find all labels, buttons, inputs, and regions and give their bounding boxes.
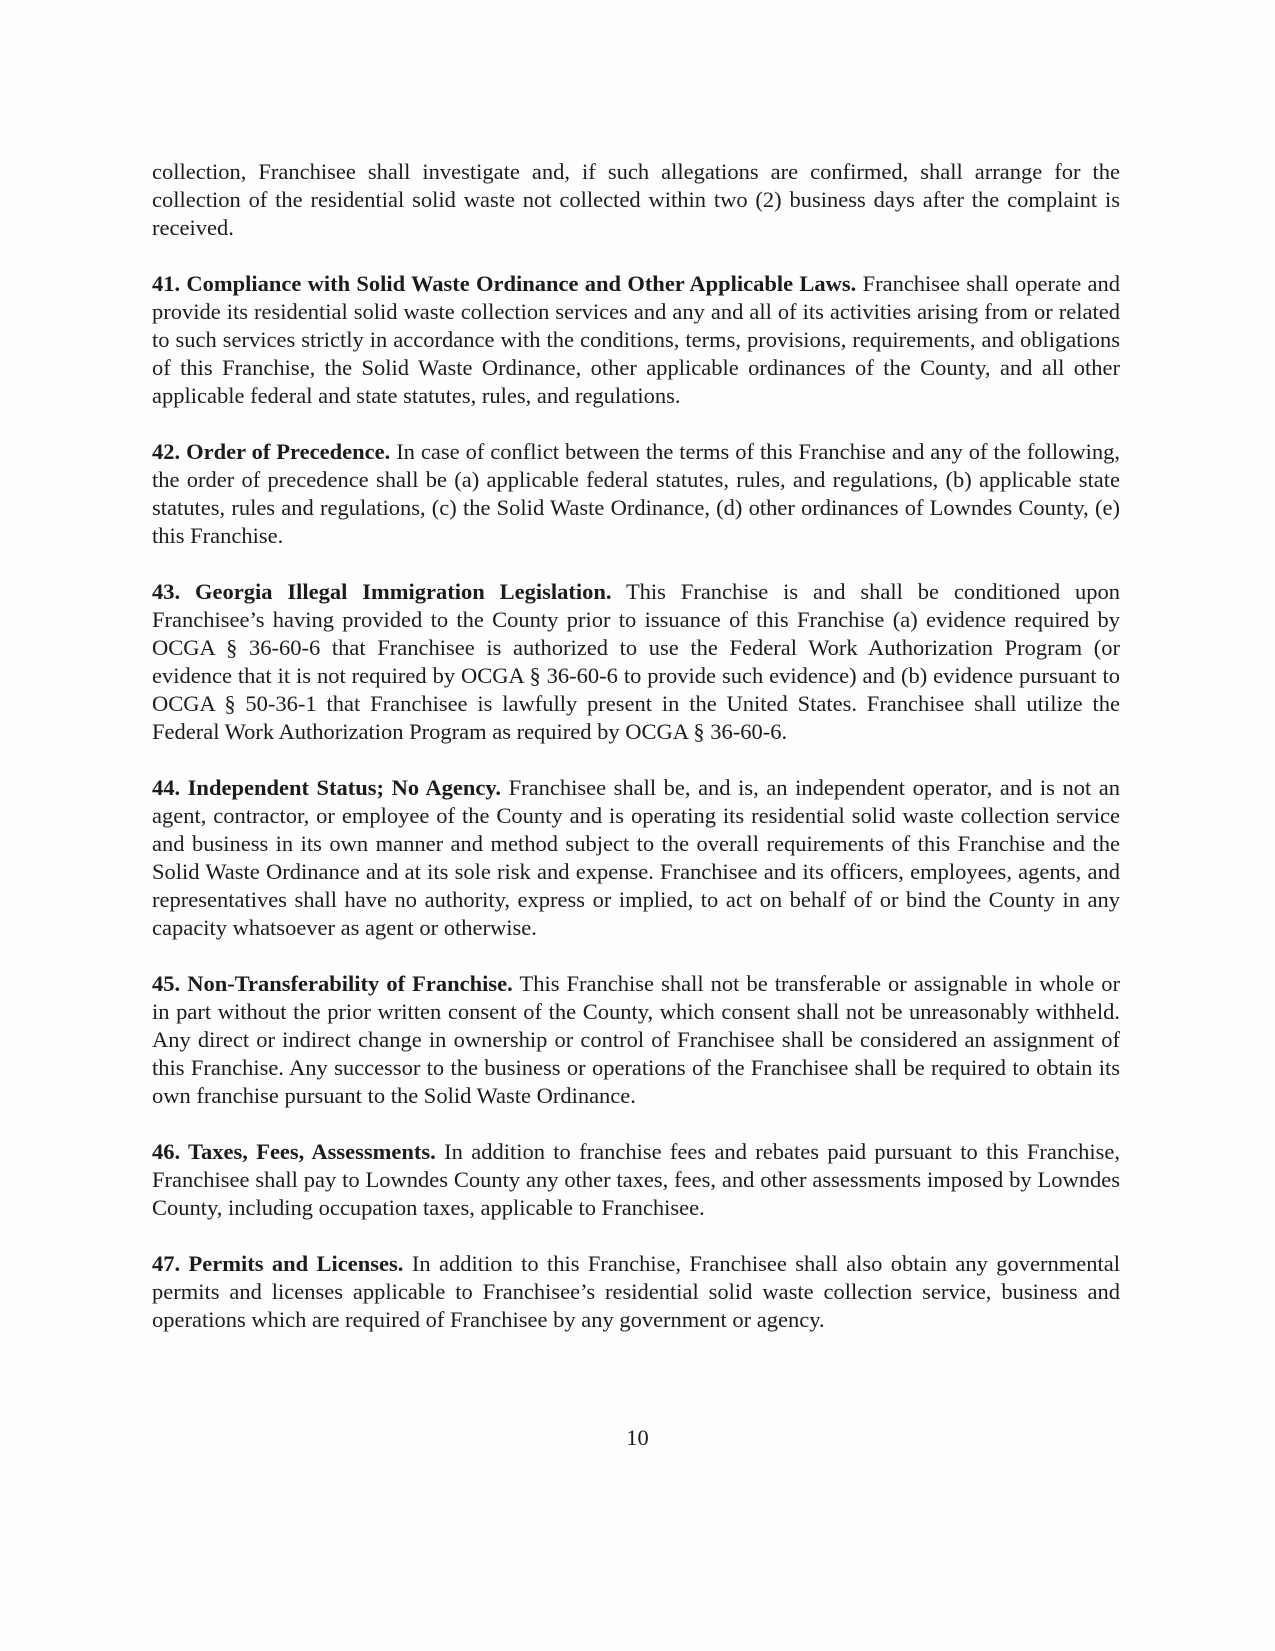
section-45-heading: 45. Non-Transferability of Franchise. [152, 971, 513, 996]
section-41-body: Franchisee shall operate and provide its residential solid waste collection services and any and all of its activities arising from or related to such services strictly in accordance with the conditions, terms, provisions, requirements, and obligations of this Franchise, the Solid Waste Ordinance, other applicable ordinances of the County, and all other applicable federal and state statutes, rules, and regulations. [152, 271, 1120, 408]
section-44 [152, 774, 1120, 942]
section-47 [152, 1250, 1120, 1334]
section-41 [152, 270, 1120, 410]
intro-paragraph: collection, Franchisee shall investigate and, if such allegations are confirmed, shall arrange for the collection of the residential solid waste not collected within two (2) business days after the complaint is received. [152, 159, 1120, 240]
section-46-body: In addition to franchise fees and rebates paid pursuant to this Franchise, Franchisee shall pay to Lowndes County any other taxes, fees, and other assessments imposed by Lowndes County, including occupation taxes, applicable to Franchisee. [152, 1139, 1121, 1220]
section-42-heading: 42. Order of Precedence. [152, 439, 391, 464]
section-46-heading: 46. Taxes, Fees, Assessments. [152, 1139, 436, 1164]
page-number: 10 [626, 1425, 649, 1450]
section-42-body: In case of conflict between the terms of this Franchise and any of the following, the order of precedence shall be (a) applicable federal statutes, rules, and regulations, (b) applicable state statutes, rules and regulations, (c) the Solid Waste Ordinance, (d) other ordinances of Lowndes County, (e) this Franchise. [152, 439, 1121, 548]
document-body [152, 158, 1120, 1362]
section-46 [152, 1138, 1120, 1222]
section-43 [152, 578, 1120, 746]
section-45 [152, 970, 1120, 1110]
section-42 [152, 438, 1120, 550]
section-44-body: Franchisee shall be, and is, an independent operator, and is not an agent, contractor, or employee of the County and is operating its residential solid waste collection service and business in its own manner and method subject to the overall requirements of this Franchise and the Solid Waste Ordinance and at its sole risk and expense. Franchisee and its officers, employees, agents, and representatives shall have no authority, express or implied, to act on behalf of or bind the County in any capacity whatsoever as agent or otherwise. [152, 775, 1120, 940]
section-43-heading: 43. Georgia Illegal Immigration Legislation. [152, 579, 612, 604]
section-43-body: This Franchise is and shall be conditioned upon Franchisee’s having provided to the County prior to issuance of this Franchise (a) evidence required by OCGA § 36-60-6 that Franchisee is authorized to use the Federal Work Authorization Program (or evidence that it is not required by OCGA § 36-60-6 to provide such evidence) and (b) evidence pursuant to OCGA § 50-36-1 that Franchisee is lawfully present in the United States. Franchisee shall utilize the Federal Work Authorization Program as required by OCGA § 36-60-6. [152, 579, 1120, 744]
section-45-body: This Franchise shall not be transferable or assignable in whole or in part without the prior written consent of the County, which consent shall not be unreasonably withheld. Any direct or indirect change in ownership or control of Franchisee shall be considered an assignment of this Franchise. Any successor to the business or operations of the Franchisee shall be required to obtain its own franchise pursuant to the Solid Waste Ordinance. [152, 971, 1121, 1108]
section-47-heading: 47. Permits and Licenses. [152, 1251, 404, 1276]
section-44-heading: 44. Independent Status; No Agency. [152, 775, 502, 800]
section-47-body: In addition to this Franchise, Franchisee shall also obtain any governmental permits and licenses applicable to Franchisee’s residential solid waste collection service, business and operations which are required of Franchisee by any government or agency. [152, 1251, 1121, 1332]
section-41-heading: 41. Compliance with Solid Waste Ordinance and Other Applicable Laws. [152, 271, 857, 296]
